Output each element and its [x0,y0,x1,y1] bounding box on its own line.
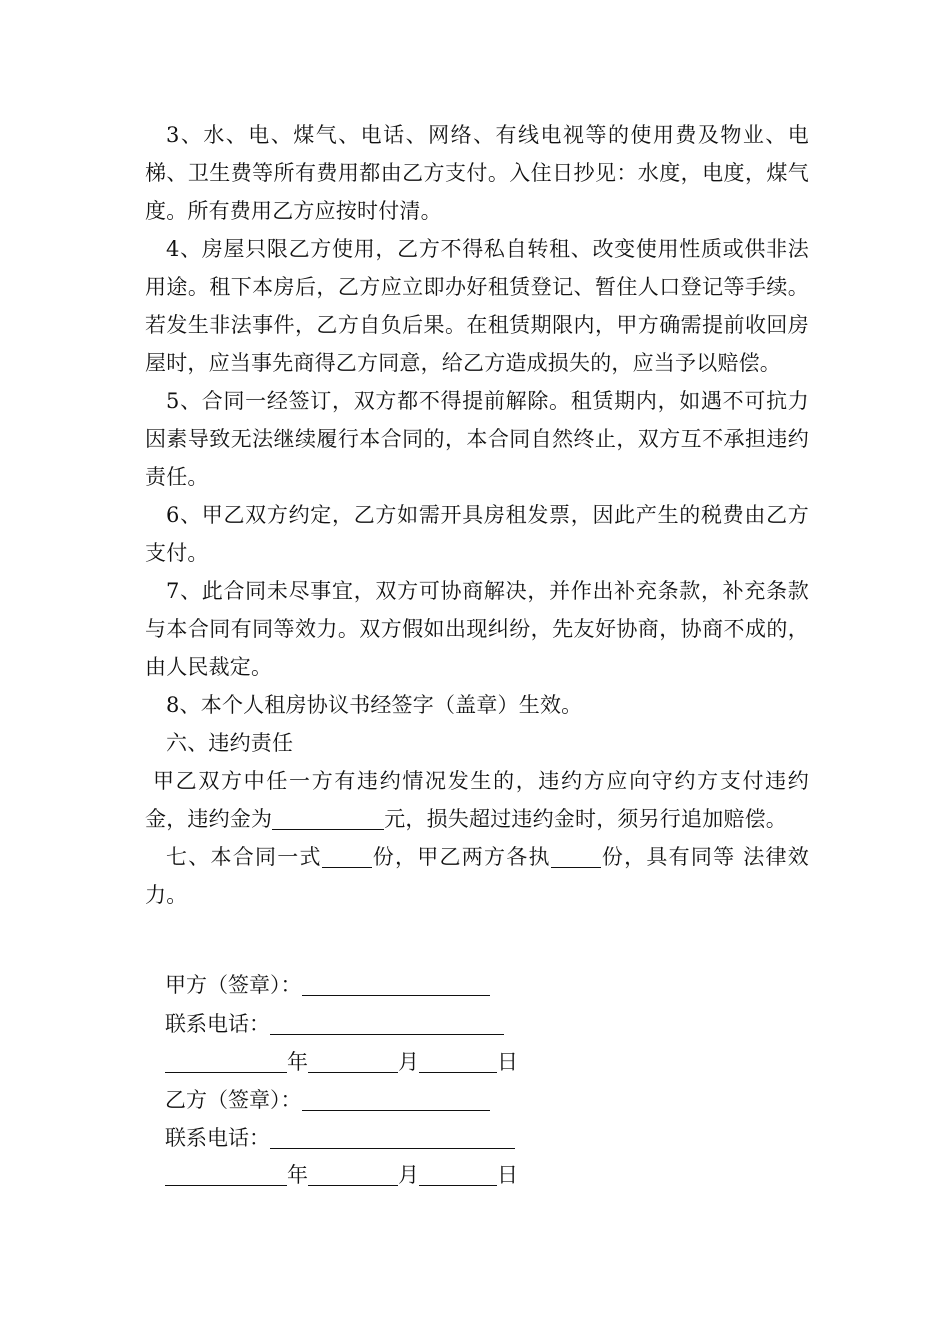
party-a-label: 甲方（签章）： [165,973,302,997]
section-6-text-before: 甲乙双方中任一方有违约情况发生的，违约方应向守约方支付违约金，违约金为 [145,769,809,831]
party-a-phone-line [165,1005,504,1043]
party-b-month-blank [308,1161,398,1186]
clause-7: 7、此合同未尽事宜，双方可协商解决，并作出补充条款，补充条款与本合同有同等效力。双方假如出现纠纷，先友好协商，协商不成的，由人民裁定。 [145,579,809,679]
party-a-month-blank [308,1048,398,1073]
party-a-phone-blank [270,1010,504,1035]
party-a-day-blank [419,1048,497,1073]
penalty-amount-blank [272,805,384,830]
party-b-label: 乙方（签章）： [165,1088,302,1112]
party-a-year-blank [165,1048,287,1073]
clause-4: 4、房屋只限乙方使用，乙方不得私自转租、改变使用性质或供非法用途。租下本房后，乙方应立即办好租赁登记、暂住人口登记等手续。若发生非法事件，乙方自负后果。在租赁期限内，甲方确需提前收回房屋时，应当事先商得乙方同意，给乙方造成损失的，应当予以赔偿。 [145,237,809,375]
party-a-signature-blank [302,971,490,996]
party-b-phone-label: 联系电话： [165,1126,270,1150]
section-6-text-after: 元，损失超过违约金时，须另行追加赔偿。 [384,807,788,831]
clause-3: 3、水、电、煤气、电话、网络、有线电视等的使用费及物业、电梯、卫生费等所有费用都由乙方支付。入住日抄见：水度，电度，煤气度。所有费用乙方应按时付清。 [145,123,809,223]
clause-8: 8、本个人租房协议书经签字（盖章）生效。 [166,693,583,717]
section-7-part2: 份，甲乙两方各执 [371,845,551,869]
party-b-year-blank [165,1161,287,1186]
party-a-phone-label: 联系电话： [165,1012,270,1036]
party-a-month-label: 月 [398,1050,419,1074]
section-7 [145,838,809,914]
section-7-part3: 份，具有同等 法律效力。 [145,845,809,907]
section-6-text [145,762,809,838]
party-b-signature-line [165,1081,490,1119]
party-b-day-label: 日 [497,1163,518,1187]
party-b-phone-line [165,1119,515,1157]
contract-body [145,116,809,914]
clause-5: 5、合同一经签订，双方都不得提前解除。租赁期内，如遇不可抗力因素导致无法继续履行本合同的，本合同自然终止，双方互不承担违约责任。 [145,389,809,489]
party-b-year-label: 年 [287,1163,308,1187]
party-b-date-line [165,1156,518,1194]
section-6-heading: 六、违约责任 [166,731,294,755]
section-7-part1: 七、本合同一式 [166,845,322,869]
party-b-month-label: 月 [398,1163,419,1187]
party-a-year-label: 年 [287,1050,308,1074]
copies-total-blank [322,843,372,868]
party-b-day-blank [419,1161,497,1186]
party-b-signature-blank [302,1086,490,1111]
party-a-date-line [165,1043,518,1081]
copies-each-blank [551,843,601,868]
party-b-phone-blank [270,1124,515,1149]
clause-6: 6、甲乙双方约定，乙方如需开具房租发票，因此产生的税费由乙方支付。 [145,503,809,565]
party-a-signature-line [165,966,490,1004]
party-a-day-label: 日 [497,1050,518,1074]
